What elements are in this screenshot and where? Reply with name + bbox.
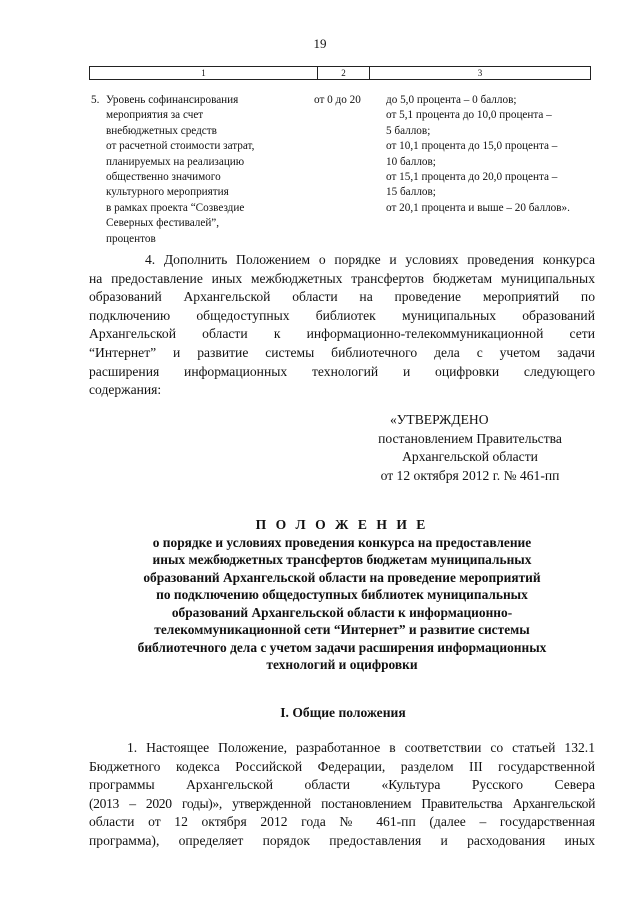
criteria-line: 5 баллов; [386,124,431,137]
criteria-line: от 20,1 процента и выше – 20 баллов». [386,201,570,214]
subtitle-line: образований Архангельской области к информационно- [171,604,513,620]
document-title: П О Л О Ж Е Н И Е [255,517,429,532]
indicator-line: Уровень софинансирования [106,94,239,106]
approval-stamp-text [340,411,600,485]
approval-line: Архангельской области [402,449,538,465]
indicator-line: от расчетной стоимости затрат, [106,140,255,153]
item-4-line: подключению общедоступных библиотек муниципальных образований [89,307,595,323]
document-title-block [89,516,595,674]
table-column-header [89,66,591,80]
criteria-line: от 15,1 процента до 20,0 процента – [386,171,558,184]
column-header-3: 3 [477,68,483,78]
paragraph-1 [89,739,595,851]
range-value: от 0 до 20 [314,94,361,106]
subtitle-line: иных межбюджетных трансфертов бюджетам муниципальных [152,552,532,567]
indicator-line: планируемых на реализацию [106,155,245,168]
criteria-line: 10 баллов; [386,155,436,168]
column-header-1: 1 [90,67,318,79]
approval-line: постановлением Правительства [378,430,562,446]
approval-line: «УТВЕРЖДЕНО [390,412,489,427]
paragraph-1-line: (2013 – 2020 годы)», утвержденной постановлением Правительства Архангельской [89,795,595,811]
subtitle-line: по подключению общедоступных библиотек муниципальных [156,587,528,602]
indicator-line: процентов [106,232,156,245]
page-number: 19 [313,36,327,51]
paragraph-1-line: Бюджетного кодекса Российской Федерации, разделом III государственной [89,758,595,774]
column-header-2: 2 [318,67,370,79]
indicator-line: культурного мероприятия [106,186,229,199]
item-4-paragraph [89,251,595,400]
subtitle-line: образований Архангельской области на проведение мероприятий [143,569,541,585]
item-4-line: 4. Дополнить Положением о порядке и условиях проведения конкурса [145,252,595,267]
indicator-line: общественно значимого [106,171,221,184]
item-4-line: расширения информационных технологий и оцифровки следующего [89,363,595,379]
section-heading: I. Общие положения [280,705,406,720]
item-4-line: Архангельской области к информационно-телекоммуникационной сети [89,326,595,342]
row-number: 5. [91,94,100,106]
criteria-cell [386,93,601,216]
item-4-line: содержания: [89,382,162,398]
approval-line: от 12 октября 2012 г. № 461-пп [380,467,560,483]
indicator-line: внебюджетных средств [106,124,217,137]
paragraph-1-line: области от 12 октября 2012 года № 461-пп (далее – государственная [89,814,595,830]
subtitle-line: телекоммуникационной сети “Интернет” и развитие системы [154,622,530,637]
criteria-line: 15 баллов; [386,186,436,199]
subtitle-line: о порядке и условиях проведения конкурса на предоставление [152,534,532,550]
criteria-line: до 5,0 процента – 0 баллов; [386,94,517,106]
indicator-line: Северных фестивалей”, [106,217,220,230]
criteria-line: от 5,1 процента до 10,0 процента – [386,109,552,122]
range-cell [314,93,374,108]
paragraph-1-line: программа), определяет порядок предоставления и расходования иных [89,832,595,848]
item-4-line: на предоставление иных межбюджетных трансфертов бюджетам муниципальных [89,270,595,286]
indicator-line: в рамках проекта “Созвездие [106,201,245,214]
indicator-line: мероприятия за счет [106,109,204,122]
item-4-line: образований Архангельской области на проведение мероприятий по [89,289,595,305]
subtitle-line: технологий и оцифровки [266,657,418,672]
indicator-cell [106,93,316,247]
paragraph-1-line: программы Архангельской области «Культура Русского Севера [89,777,595,793]
paragraph-1-line: 1. Настоящее Положение, разработанное в соответствии со статьей 132.1 [127,740,595,755]
subtitle-line: библиотечного дела с учетом задачи расширения информационных [137,639,547,655]
criteria-line: от 10,1 процента до 15,0 процента – [386,140,558,153]
item-4-line: “Интернет” и развитие системы библиотечного дела с учетом задачи [89,344,595,360]
